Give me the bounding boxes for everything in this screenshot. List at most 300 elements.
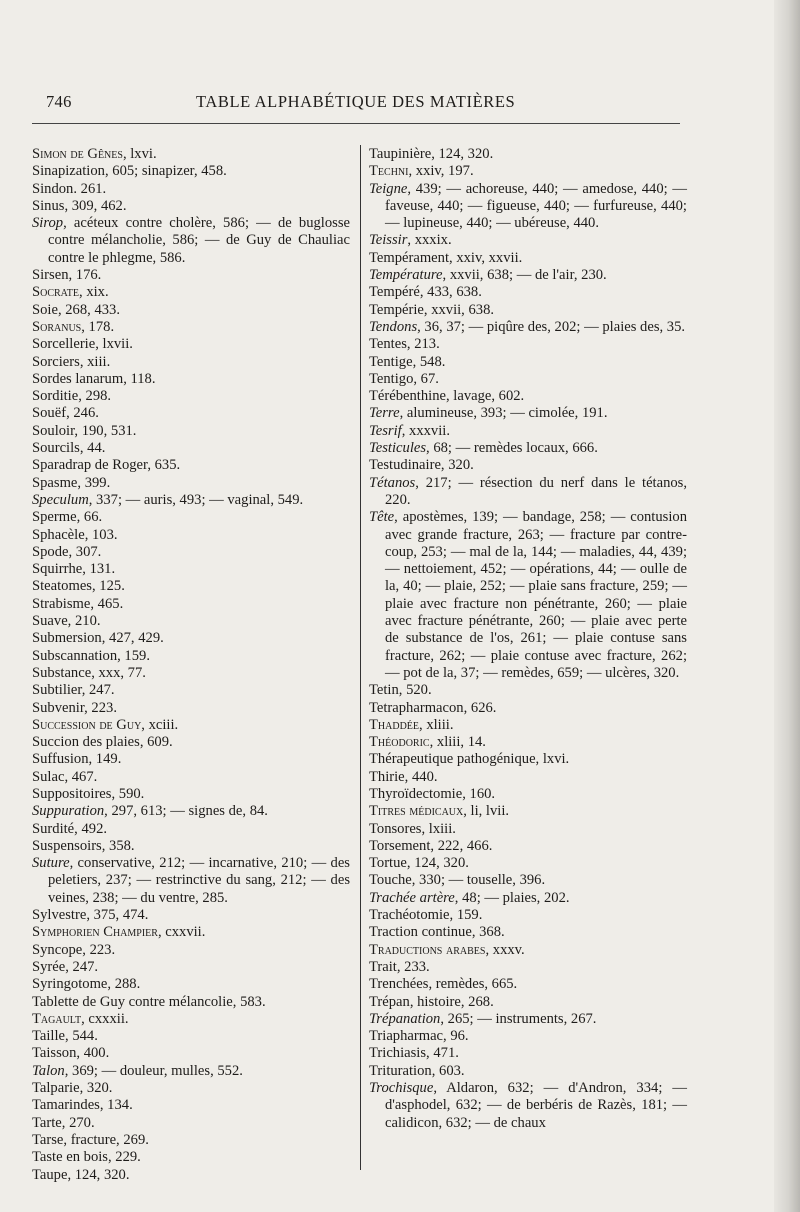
index-entry-references: , 247.: [81, 682, 115, 699]
index-entry-heading: Tête: [369, 509, 395, 526]
index-entry: [32, 1097, 350, 1114]
index-entry: [32, 700, 350, 717]
index-entry-references: , cxxxii.: [81, 1010, 129, 1027]
index-entry: [369, 1063, 687, 1080]
index-entry-heading: Tetrapharmacon: [369, 699, 464, 716]
index-entry-references: , 210.: [67, 613, 101, 630]
index-entry: [369, 838, 687, 855]
index-entry-heading: Trachée artère: [369, 889, 455, 906]
index-entry-heading: Subtilier: [32, 682, 82, 699]
index-entry-references: , 603.: [431, 1062, 465, 1079]
index-entry-references: , 66.: [76, 509, 103, 526]
index-entry: [369, 284, 687, 301]
index-entry: [369, 994, 687, 1011]
index-entry-references: , 433, 638.: [419, 284, 482, 301]
index-entry: [32, 1080, 350, 1097]
index-entry: [369, 769, 687, 786]
index-entry: [369, 942, 687, 959]
index-entry: [32, 267, 350, 284]
column-divider: [360, 145, 361, 1170]
index-entry-heading: Symphorien Champier: [32, 924, 158, 941]
index-entry: [369, 890, 687, 907]
index-entry-references: , 67.: [413, 370, 439, 387]
index-entry-heading: Tarte: [32, 1114, 62, 1131]
index-entry-heading: Trépan: [369, 993, 410, 1010]
index-entry-heading: Sorciers: [32, 353, 80, 370]
index-entry-heading: Sourcils: [32, 440, 80, 457]
index-entry-references: , xliii.: [419, 716, 454, 733]
index-entry-references: , 471.: [426, 1045, 459, 1062]
index-entry-references: , 320.: [440, 457, 474, 474]
index-entry-heading: Tentigo: [369, 370, 414, 387]
index-entry-heading: Tarse: [32, 1131, 64, 1148]
index-entry-heading: Souëf: [32, 405, 67, 422]
index-entry-heading: Tesrif: [369, 422, 402, 439]
index-entry: [369, 1011, 687, 1028]
index-entry-heading: Soranus: [32, 318, 82, 335]
index-entry-references: , 298.: [78, 388, 112, 405]
index-entry-references: , 103.: [84, 526, 118, 543]
index-entry: [369, 336, 687, 353]
index-entry: [32, 924, 350, 941]
index-entry-heading: Suppositoires: [32, 785, 112, 802]
index-entry: [32, 457, 350, 474]
index-entry-heading: Tagault: [32, 1010, 82, 1027]
index-entry: [32, 1011, 350, 1028]
index-entry-references: , 44.: [79, 440, 106, 457]
index-entry: [32, 596, 350, 613]
index-entry: [32, 163, 350, 180]
index-entry-heading: Spasme: [32, 474, 78, 491]
index-entry-references: , 223.: [82, 941, 116, 958]
index-entry-heading: Talon: [32, 1062, 65, 1079]
index-entry: [32, 1149, 350, 1166]
index-entry-heading: Testicules: [369, 440, 427, 457]
index-entry: [369, 475, 687, 510]
index-entry-references: , 159.: [449, 907, 483, 924]
page-number: 746: [46, 92, 72, 111]
index-entry-references: , 48; — plaies, 202.: [454, 889, 570, 906]
index-entry-heading: Tentes: [369, 336, 407, 353]
index-entry-heading: Traductions arabes: [369, 941, 486, 958]
index-entry-references: , 358.: [101, 837, 135, 854]
index-entry: [369, 734, 687, 751]
index-entry-references: , 548.: [412, 353, 446, 370]
index-entry-heading: Sphacèle: [32, 526, 85, 543]
index-entry: [369, 821, 687, 838]
index-entry-references: , 229.: [107, 1149, 141, 1166]
index-entry-heading: Taille: [32, 1028, 66, 1045]
index-entry-heading: Traction continue: [369, 924, 472, 941]
index-entry-references: , 492.: [74, 820, 108, 837]
index-entry: [369, 924, 687, 941]
index-entry-heading: Tempérie: [369, 301, 424, 318]
index-entry-heading: Trachéotomie: [369, 907, 450, 924]
index-entry-heading: Tetin: [369, 682, 399, 699]
index-entry-heading: Tempérament: [369, 249, 450, 266]
index-entry-heading: Steatomes: [32, 578, 92, 595]
index-entry-references: , 190, 531.: [74, 422, 137, 439]
index-entry-references: , histoire, 268.: [409, 993, 494, 1010]
index-entry-heading: Térébenthine: [369, 388, 446, 405]
index-entry-references: , xxvii, 638.: [423, 301, 495, 318]
index-entry-references: , 626.: [463, 699, 497, 716]
index-entry-references: , xxxix.: [407, 232, 452, 249]
index-entry-references: , acéteux contre cholère, 586; — de buglosse contre mélancholie, 586; — de Guy de Chauliac contre le phlegme, 586.: [48, 215, 350, 266]
index-entry: [32, 475, 350, 492]
index-entry: [32, 354, 350, 371]
index-entry-references: , 160.: [462, 785, 496, 802]
index-entry-references: , 96.: [443, 1028, 469, 1045]
index-entry-references: , 176.: [68, 267, 102, 284]
index-entry: [32, 630, 350, 647]
running-title: TABLE ALPHABÉTIQUE DES MATIÈRES: [196, 92, 516, 111]
index-entry-heading: Thyroïdectomie: [369, 785, 463, 802]
index-entry-heading: Torsement: [369, 837, 431, 854]
index-entry-references: , 124, 320.: [431, 146, 494, 162]
header-rule: [32, 123, 680, 124]
index-entry-references: , 131.: [82, 561, 116, 578]
index-entry-heading: Triapharmac: [369, 1028, 444, 1045]
index-entry: [32, 838, 350, 855]
index-entry: [32, 821, 350, 838]
index-entry-references: , 36, 37; — piqûre des, 202; — plaies des, 35.: [417, 318, 686, 335]
index-entry: [32, 146, 350, 163]
index-entry: [369, 717, 687, 734]
index-entry: [32, 717, 350, 734]
index-entry-heading: Trichiasis: [369, 1045, 427, 1062]
index-entry: [32, 682, 350, 699]
index-entry-references: , xxiv, 197.: [408, 163, 474, 180]
index-entry: [369, 457, 687, 474]
index-entry: [32, 1045, 350, 1062]
index-entry-references: , lxiii.: [421, 820, 456, 837]
index-entry: [32, 1028, 350, 1045]
index-entry: [32, 198, 350, 215]
index-entry-references: , remèdes, 665.: [428, 976, 518, 993]
index-entry-references: , 309, 462.: [64, 197, 127, 214]
index-entry-heading: Sordes lanarum: [32, 370, 124, 387]
index-entry-references: , 217; — résection du nerf dans le tétanos, 220.: [385, 474, 687, 508]
index-entry-heading: Tempéré: [369, 284, 420, 301]
index-entry-heading: Sinus: [32, 197, 65, 214]
index-entry-references: , 124, 320.: [406, 855, 469, 872]
index-entry: [32, 648, 350, 665]
index-entry-heading: Subscannation: [32, 647, 118, 664]
index-entry-references: , 297, 613; — signes de, 84.: [104, 803, 268, 820]
running-header: [46, 92, 682, 116]
index-entry-heading: Tendons: [369, 318, 418, 335]
index-entry-heading: Teigne: [369, 180, 408, 197]
index-entry: [369, 371, 687, 388]
index-entry: [369, 803, 687, 820]
index-entry-heading: Sperme: [32, 509, 77, 526]
index-entry-references: , li, lvii.: [463, 803, 510, 820]
index-entry: [32, 994, 350, 1011]
index-entry-references: , Aldaron, 632; — d'Andron, 334; — d'asphodel, 632; — de berbéris de Razès, 181; — calidicon, 632; — de chaux: [385, 1080, 687, 1131]
index-entry-references: , cxxvii.: [157, 924, 206, 941]
index-entry-references: , 605; sinapizer, 458.: [104, 163, 227, 180]
index-entry: [369, 181, 687, 233]
index-entry-heading: Succion des plaies: [32, 734, 140, 751]
index-entry: [32, 561, 350, 578]
index-entry-heading: Talparie: [32, 1080, 80, 1097]
index-entry: [32, 405, 350, 422]
index-entry-references: , 544.: [65, 1028, 98, 1045]
index-entry: [32, 613, 350, 630]
index-column-left: [32, 146, 350, 1184]
index-entry-heading: Spode: [32, 543, 69, 560]
index-entry-references: , 159.: [117, 647, 150, 664]
index-entry-heading: Tortue: [369, 855, 407, 872]
index-entry-references: , 330; — touselle, 396.: [411, 872, 546, 889]
index-entry-references: , 609.: [139, 734, 173, 751]
index-entry-heading: Subvenir: [32, 699, 85, 716]
index-entry: [369, 267, 687, 284]
index-entry: [369, 700, 687, 717]
index-entry: [32, 734, 350, 751]
index-entry-references: , 270.: [61, 1114, 95, 1131]
index-entry: [32, 803, 350, 820]
index-entry-references: , 375, 474.: [86, 907, 149, 924]
index-entry: [369, 1080, 687, 1132]
index-entry: [32, 371, 350, 388]
index-entry-references: , 583.: [232, 993, 266, 1010]
index-entry-heading: Techni: [369, 163, 409, 180]
index-entry: [32, 423, 350, 440]
index-entry-heading: Suspensoirs: [32, 837, 102, 854]
index-entry: [369, 855, 687, 872]
index-entry-heading: Sindon: [32, 180, 74, 197]
index-entry-references: , 246.: [66, 405, 99, 422]
index-entry-references: , alumineuse, 393; — cimolée, 191.: [399, 405, 608, 422]
index-entry-heading: Suppuration: [32, 803, 105, 820]
index-entry-heading: Trait: [369, 958, 397, 975]
index-entry-heading: Touche: [369, 872, 412, 889]
index-entry: [32, 751, 350, 768]
index-entry: [369, 405, 687, 422]
index-entry: [369, 354, 687, 371]
index-entry-references: , xix.: [79, 284, 109, 301]
index-entry-heading: Speculum: [32, 491, 89, 508]
index-entry: [369, 319, 687, 336]
index-entry-heading: Thérapeutique pathogénique: [369, 751, 536, 768]
index-entry: [369, 509, 687, 682]
index-entry-heading: Théodoric: [369, 734, 430, 751]
index-entry-references: . 261.: [73, 180, 107, 197]
page-edge-shadow: [774, 0, 800, 1212]
index-entry-heading: Température: [369, 267, 443, 284]
index-entry: [32, 527, 350, 544]
index-entry: [32, 769, 350, 786]
index-entry: [369, 146, 687, 163]
index-entry-references: , 635.: [147, 457, 181, 474]
index-entry-references: , 590.: [111, 785, 145, 802]
index-entry: [369, 959, 687, 976]
index-entry-references: , xxxvii.: [401, 422, 450, 439]
index-entry-heading: Syrée: [32, 958, 66, 975]
index-entry: [32, 440, 350, 457]
index-entry-references: , 125.: [92, 578, 125, 595]
index-entry: [32, 786, 350, 803]
index-entry-references: , xxx, 77.: [91, 664, 146, 681]
index-entry-heading: Sorcellerie: [32, 336, 96, 353]
index-entry-references: , 213.: [406, 336, 440, 353]
index-entry-heading: Trochisque: [369, 1080, 434, 1097]
index-entry-heading: Thaddée: [369, 716, 420, 733]
index-entry: [369, 232, 687, 249]
index-entry-heading: Souloir: [32, 422, 75, 439]
index-entry-heading: Socrate: [32, 284, 80, 301]
index-entry-references: , 178.: [81, 318, 115, 335]
index-entry-heading: Sparadrap de Roger: [32, 457, 148, 474]
index-entry-references: , 399.: [77, 474, 111, 491]
index-entry-references: , conservative, 212; — incarnative, 210; — des peletiers, 237; — restrinctive du sang, 212; — des veines, 238; — du ventre, 285.: [48, 855, 350, 906]
index-entry-references: , 124, 320.: [67, 1166, 130, 1183]
index-entry-references: , 369; — douleur, mulles, 552.: [64, 1062, 243, 1079]
index-entry-heading: Testudinaire: [369, 457, 441, 474]
index-entry-heading: Suture: [32, 855, 70, 872]
index-entry: [369, 1045, 687, 1062]
index-entry-heading: Thirie: [369, 768, 405, 785]
index-entry-heading: Squirrhe: [32, 561, 83, 578]
index-entry-heading: Succession de Guy: [32, 716, 142, 733]
index-entry: [32, 215, 350, 267]
index-entry-heading: Strabisme: [32, 595, 91, 612]
index-entry: [32, 855, 350, 907]
index-entry-references: , xxiv, xxvii.: [449, 249, 523, 266]
index-entry: [32, 509, 350, 526]
index-entry: [369, 976, 687, 993]
index-entry: [32, 319, 350, 336]
index-entry-references: , 268, 433.: [57, 301, 120, 318]
index-entry-references: , 400.: [76, 1045, 110, 1062]
index-entry-references: , xxxv.: [485, 941, 525, 958]
index-entry-references: , 265; — instruments, 267.: [440, 1010, 597, 1027]
index-entry-heading: Teissir: [369, 232, 408, 249]
index-entry-heading: Tétanos: [369, 474, 416, 491]
index-entry-heading: Terre: [369, 405, 400, 422]
index-entry-heading: Tamarindes: [32, 1097, 100, 1114]
index-entry: [32, 942, 350, 959]
index-entry-references: , apostèmes, 139; — bandage, 258; — contusion avec grande fracture, 263; — fracture par contre-coup, 253; — mal de la, 144; — maladies, 44, 439; — nettoiement, 452; — opérations, 44; — oulle de la, 40; — plaie, 252; — plaie sans fracture, 259; — plaie avec fracture non pénétrante, 260; — plaie avec fracture pénétrante, 260; — plaie avec perte de substance de l'os, 261; — plaie contuse sans fracture, 262; — plaie contuse avec fracture, 262; — pot de la, 37; — remèdes, 659; — ulcères, 320.: [385, 509, 687, 681]
index-entry: [369, 751, 687, 768]
index-entry-heading: Trépanation: [369, 1010, 441, 1027]
index-entry: [32, 336, 350, 353]
index-entry: [32, 1115, 350, 1132]
index-entry-heading: Taisson: [32, 1045, 77, 1062]
index-entry-heading: Sylvestre: [32, 907, 87, 924]
index-entry: [32, 1063, 350, 1080]
index-entry-heading: Sorditie: [32, 388, 79, 405]
index-entry: [32, 907, 350, 924]
index-entry-references: , 440.: [404, 768, 438, 785]
index-entry-heading: Substance: [32, 664, 92, 681]
index-entry-references: , 520.: [398, 682, 432, 699]
index-entry: [369, 907, 687, 924]
index-entry: [369, 388, 687, 405]
index-entry-heading: Taupinière: [369, 146, 432, 162]
index-entry-references: , lxvii.: [95, 336, 133, 353]
index-entry: [369, 302, 687, 319]
index-entry-heading: Trenchées: [369, 976, 429, 993]
index-column-right: [369, 146, 687, 1132]
index-entry-references: , 307.: [68, 543, 102, 560]
index-entry-references: , 465.: [90, 595, 124, 612]
index-entry: [32, 284, 350, 301]
index-entry: [369, 1028, 687, 1045]
index-entry: [32, 544, 350, 561]
index-entry: [369, 163, 687, 180]
index-entry-heading: Taste en bois: [32, 1149, 108, 1166]
index-entry: [369, 423, 687, 440]
index-entry-references: , xxvii, 638; — de l'air, 230.: [442, 267, 607, 284]
index-entry-heading: Taupe: [32, 1166, 68, 1183]
index-entry-references: , 288.: [107, 976, 141, 993]
index-entry-heading: Tentige: [369, 353, 413, 370]
index-entry: [32, 1167, 350, 1184]
index-entry-heading: Trituration: [369, 1062, 432, 1079]
index-entry-references: , 233.: [396, 958, 430, 975]
index-entry-heading: Tonsores: [369, 820, 422, 837]
index-entry-references: , 222, 466.: [430, 837, 493, 854]
index-entry: [369, 250, 687, 267]
index-entry-references: , 149.: [88, 751, 122, 768]
index-entry: [32, 665, 350, 682]
index-entry-references: , xiii.: [79, 353, 111, 370]
index-entry: [369, 786, 687, 803]
index-entry-references: , lxvi.: [122, 146, 157, 162]
index-entry-heading: Suffusion: [32, 751, 89, 768]
index-entry-references: , 223.: [84, 699, 117, 716]
index-entry-heading: Sulac: [32, 768, 65, 785]
index-entry-references: , 118.: [123, 370, 156, 387]
index-entry-references: , 68; — remèdes locaux, 666.: [426, 440, 598, 457]
index-entry-references: , xciii.: [141, 716, 179, 733]
index-entry: [32, 302, 350, 319]
index-entry: [369, 872, 687, 889]
index-entry-references: , 134.: [99, 1097, 133, 1114]
index-entry-heading: Suave: [32, 613, 68, 630]
index-entry: [32, 959, 350, 976]
index-entry-references: , 247.: [65, 958, 99, 975]
index-entry-references: , fracture, 269.: [63, 1131, 149, 1148]
index-entry-heading: Simon de Gênes: [32, 146, 123, 162]
index-entry: [369, 440, 687, 457]
index-entry-heading: Surdité: [32, 820, 75, 837]
index-entry: [32, 976, 350, 993]
index-entry-heading: Titres médicaux: [369, 803, 464, 820]
index-entry-references: , 368.: [471, 924, 505, 941]
index-entry: [32, 388, 350, 405]
index-entry-heading: Syncope: [32, 941, 83, 958]
index-entry: [32, 578, 350, 595]
index-entry-heading: Soie: [32, 301, 58, 318]
index-entry-references: , 320.: [79, 1080, 113, 1097]
index-entry-heading: Sirop: [32, 215, 64, 232]
index-entry-references: , xliii, 14.: [429, 734, 486, 751]
index-entry-heading: Sirsen: [32, 267, 69, 284]
index-entry: [369, 682, 687, 699]
index-entry: [32, 1132, 350, 1149]
index-entry-heading: Sinapization: [32, 163, 105, 180]
index-entry-heading: Tablette de Guy contre mélancolie: [32, 993, 233, 1010]
index-entry: [32, 181, 350, 198]
index-entry-references: , 467.: [64, 768, 98, 785]
index-entry-heading: Submersion: [32, 630, 102, 647]
index-entry-heading: Syringotome: [32, 976, 108, 993]
index-entry-references: , 439; — achoreuse, 440; — amedose, 440; — faveuse, 440; — figueuse, 440; — furfureuse, 440; — lupineuse, 440; — ubéreuse, 440.: [385, 180, 687, 232]
